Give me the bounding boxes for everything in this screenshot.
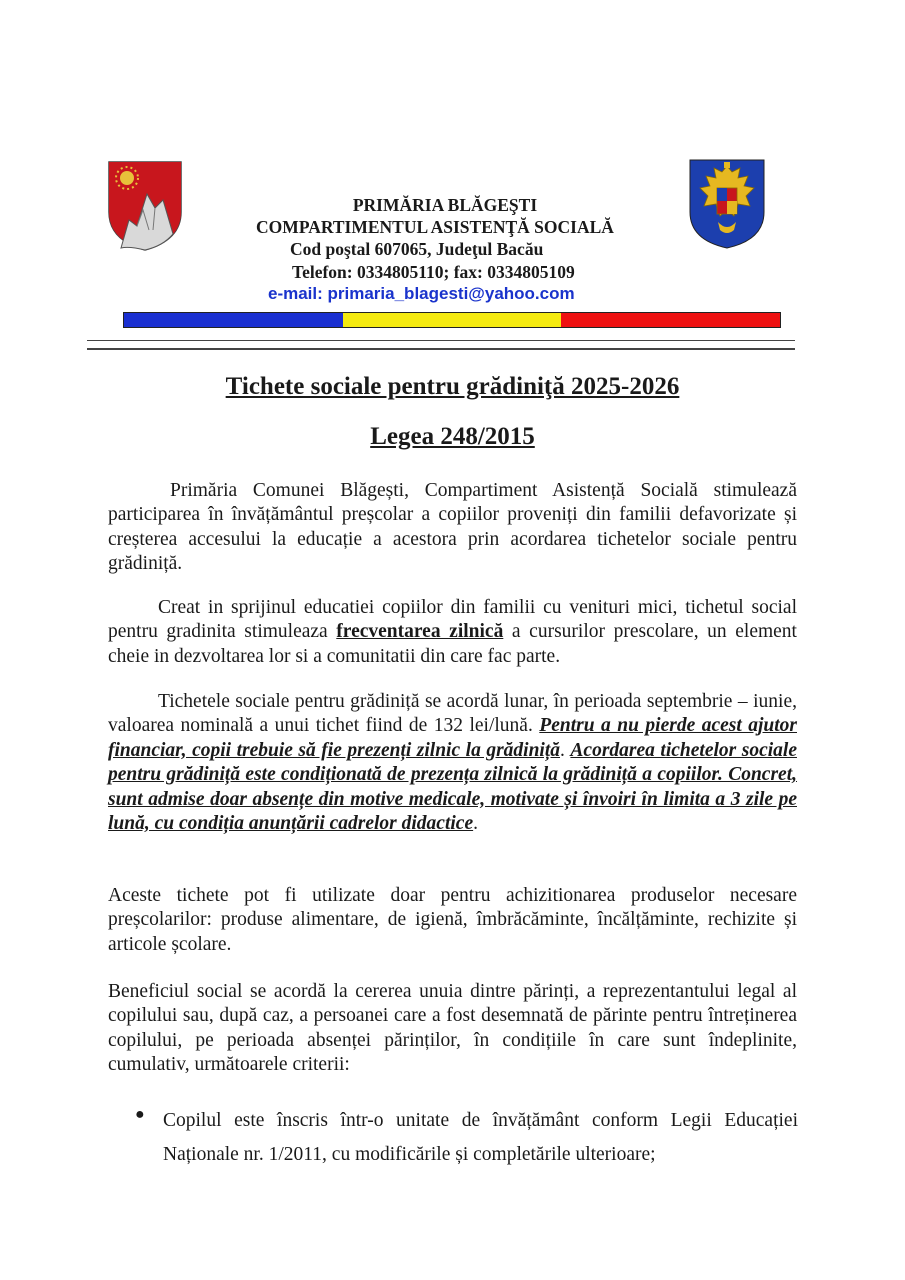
header-email[interactable]: e-mail: primaria_blagesti@yahoo.com: [268, 284, 575, 303]
document-subtitle: Legea 248/2015: [370, 423, 535, 450]
p2-emphasis: frecventarea zilnică: [336, 621, 504, 643]
document-title: Tichete sociale pentru grădiniţă 2025-2026: [225, 373, 680, 400]
p2-text-before: Creat in sprijinul educatiei copiilor din familii cu venituri mici, tichetul social pentru gradinita stimuleaza: [108, 597, 797, 643]
p3-text-after: .: [473, 813, 478, 835]
header-department: COMPARTIMENTUL ASISTENŢĂ SOCIALĂ: [256, 217, 614, 237]
header-postal-code: Cod poştal 607065, Judeţul Bacău: [290, 239, 544, 259]
criteria-item: Copilul este înscris într-o unitate de învățământ conform Legii Educației Naționale nr. 1/2011, cu modificările și completările ulterioare;: [163, 1110, 798, 1165]
header-institution: PRIMĂRIA BLĂGEŞTI: [352, 195, 538, 215]
paragraph-conditions: [108, 690, 797, 836]
flag-blue-stripe: [124, 313, 343, 327]
header-phone-fax: Telefon: 0334805110; fax: 0334805109: [292, 262, 575, 282]
paragraph-purpose: [108, 596, 797, 669]
bullet-marker: ●: [135, 1106, 145, 1123]
p2-text-after: a cursurilor prescolare, un element cheie in dezvoltarea lor si a comunitatii din care fac parte.: [108, 621, 797, 667]
tricolor-band: [123, 312, 781, 328]
header-divider-thin: [87, 340, 795, 341]
p3-emphasis-attendance: Pentru a nu pierde acest ajutor financiar, copii trebuie să fie prezenți zilnic la grădiniță: [108, 715, 797, 761]
paragraph-usage: Aceste tichete pot fi utilizate doar pentru achizitionarea produselor necesare preșcolarilor: produse alimentare, de igienă, îmbrăcăminte, încălțăminte, rechizite și articole școlare.: [108, 885, 797, 955]
flag-yellow-stripe: [343, 313, 562, 327]
p3-emphasis-absences: Acordarea tichetelor sociale pentru grădiniță este condiționată de prezența zilnică la grădiniță a copiilor. Concret, sunt admise doar absențe din motive medicale, motivate și învoiri în limita a 3 zile pe lună, cu condiția anunțării cadrelor didactice: [108, 739, 797, 835]
p3-text-mid: .: [560, 739, 571, 761]
paragraph-eligibility: Beneficiul social se acordă la cererea unuia dintre părinți, a reprezentantului legal al copilului sau, după caz, a persoanei care a fost desemnată de părinte pentru întreținerea copilului, pe perioada absenței părinților, în condițiile în care sunt îndeplinite, cumulativ, următoarele criterii:: [108, 981, 797, 1076]
p3-text-before: Tichetele sociale pentru grădiniță se acordă lunar, în perioada septembrie – iunie, valoarea nominală a unui tichet fiind de 132 lei/lună.: [108, 691, 797, 737]
commune-coat-of-arms: [107, 160, 183, 252]
header-divider: [87, 348, 795, 350]
flag-red-stripe: [561, 313, 780, 327]
paragraph-intro: Primăria Comunei Blăgești, Compartiment Asistență Socială stimulează participarea în învățământul preșcolar a copiilor proveniți din familii defavorizate și creșterea accesului la educație a acestora prin acordarea tichetelor sociale pentru grădiniță.: [108, 480, 797, 575]
